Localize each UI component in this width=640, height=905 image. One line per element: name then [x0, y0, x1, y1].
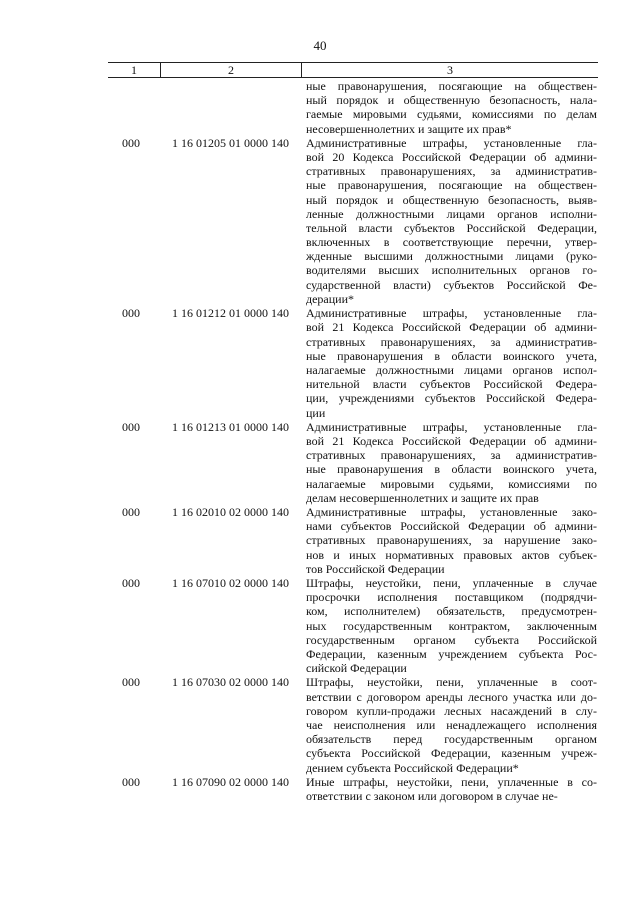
description-line: стративных правонарушениях, за административ- — [306, 448, 597, 463]
description-line: нительной власти субъектов Российской Федера- — [306, 377, 597, 392]
kbk-code-cell: 1 16 01212 01 0000 140 — [172, 306, 289, 321]
description-line: налагаемые мировыми судьями, комиссиями по — [306, 476, 597, 491]
description-line: государственным органом субъекта Российской — [306, 632, 597, 647]
description-line: нами субъектов Российской Федерации об админи- — [306, 519, 597, 534]
description-line: делам несовершеннолетних и защите их прав — [306, 490, 539, 505]
kbk-code-cell: 1 16 01213 01 0000 140 — [172, 419, 289, 434]
admin-code-cell: 000 — [122, 419, 140, 434]
description-line: обязательств перед государственным органом — [306, 732, 597, 747]
description-line: ные правонарушения, посягающие на обществен- — [306, 79, 597, 93]
description-line: вой 21 Кодекса Российской Федерации об админи- — [306, 320, 597, 335]
description-line: Штрафы, неустойки, пени, уплаченные в случае — [306, 576, 597, 590]
description-line: ции — [306, 405, 326, 420]
admin-code-cell: 000 — [122, 675, 140, 690]
description-line: Федерации, казенным учреждением субъекта Рос- — [306, 646, 597, 661]
description-line: несовершеннолетних и защите их прав* — [306, 121, 512, 136]
description-cell — [306, 306, 597, 420]
header-col-1: 1 — [108, 63, 161, 77]
description-line: вой 20 Кодекса Российской Федерации об админи- — [306, 149, 597, 164]
description-line: стративных правонарушениях, за административ- — [306, 164, 597, 179]
description-line: ный порядок и общественную безопасность, нала- — [306, 93, 597, 108]
kbk-code-cell: 1 16 07010 02 0000 140 — [172, 576, 289, 590]
kbk-code-cell: 1 16 02010 02 0000 140 — [172, 505, 289, 519]
kbk-code-cell: 1 16 07090 02 0000 140 — [172, 774, 289, 789]
description-line: ответствии с законом или договором в случае не- — [306, 788, 558, 803]
description-line: Административные штрафы, установленные зако- — [306, 505, 597, 519]
description-line: просрочки исполнения поставщиком (подрядчи- — [306, 590, 597, 605]
description-line: дерации* — [306, 291, 355, 306]
description-line: ленные должностными лицами органов исполни- — [306, 206, 597, 221]
admin-code-cell: 000 — [122, 505, 140, 519]
description-line: субъекта Российской Федерации, казенным учреж- — [306, 746, 597, 761]
description-line: Административные штрафы, установленные гла- — [306, 419, 597, 434]
description-line: водителями высших исполнительных органов го- — [306, 263, 597, 278]
description-line: чае неисполнения или ненадлежащего исполнения — [306, 717, 597, 732]
header-col-3: 3 — [447, 63, 453, 77]
description-line: ные правонарушения в области воинского учета, — [306, 462, 597, 477]
admin-code-cell: 000 — [122, 576, 140, 590]
description-line: дением субъекта Российской Федерации* — [306, 760, 519, 775]
description-line: Административные штрафы, установленные гла- — [306, 306, 597, 321]
admin-code-cell: 000 — [122, 774, 140, 789]
description-line: вой 21 Кодекса Российской Федерации об админи- — [306, 433, 597, 448]
description-line: налагаемые должностными лицами органов испол- — [306, 362, 597, 377]
description-cell — [306, 420, 597, 505]
description-line: ные правонарушения в области воинского учета, — [306, 348, 597, 363]
description-cell — [306, 136, 597, 306]
description-line: говором купли-продажи лесных насаждений в слу- — [306, 703, 597, 718]
header-col-2: 2 — [161, 63, 302, 77]
admin-code-cell: 000 — [122, 135, 140, 150]
description-line: сийской Федерации — [306, 661, 407, 676]
description-line: сударственной власти) субъектов Российской Фе- — [306, 277, 597, 292]
kbk-code-cell: 1 16 01205 01 0000 140 — [172, 135, 289, 150]
description-cell — [306, 79, 597, 136]
description-line: включенных в соответствующие перечни, утвер- — [306, 235, 597, 250]
description-line: ных государственным контрактом, заключенным — [306, 618, 597, 633]
description-line: ные правонарушения, посягающие на обществен- — [306, 178, 597, 193]
description-cell — [306, 505, 597, 576]
description-line: Иные штрафы, неустойки, пени, уплаченные в со- — [306, 774, 597, 789]
description-line: ветствии с договором аренды лесного участка или до- — [306, 689, 597, 704]
page-number: 40 — [313, 38, 327, 53]
description-line: жденные высшими должностными лицами (руко- — [306, 249, 597, 264]
description-line: стративных правонарушениях, за административ- — [306, 334, 597, 349]
admin-code-cell: 000 — [122, 306, 140, 321]
description-line: Административные штрафы, установленные гла- — [306, 135, 597, 150]
description-line: стративных правонарушениях, за нарушение зако- — [306, 533, 597, 548]
description-line: тов Российской Федерации — [306, 561, 445, 576]
table-header — [108, 62, 598, 78]
description-cell — [306, 775, 597, 803]
description-cell — [306, 675, 597, 774]
description-cell — [306, 576, 597, 675]
description-line: Штрафы, неустойки, пени, уплаченные в соот- — [306, 675, 597, 690]
description-line: гаемые мировыми судьями, комиссиями по делам — [306, 107, 597, 122]
description-line: ции, учреждениями субъектов Российской Федера- — [306, 391, 597, 406]
description-line: нов и иных нормативных правовых актов субъек- — [306, 547, 597, 562]
description-line: тельной власти субъектов Российской Федерации, — [306, 220, 597, 235]
kbk-code-cell: 1 16 07030 02 0000 140 — [172, 675, 289, 690]
description-line: ный порядок и общественную безопасность, выяв- — [306, 192, 597, 207]
description-line: ком, исполнителем) обязательств, предусмотрен- — [306, 604, 597, 619]
